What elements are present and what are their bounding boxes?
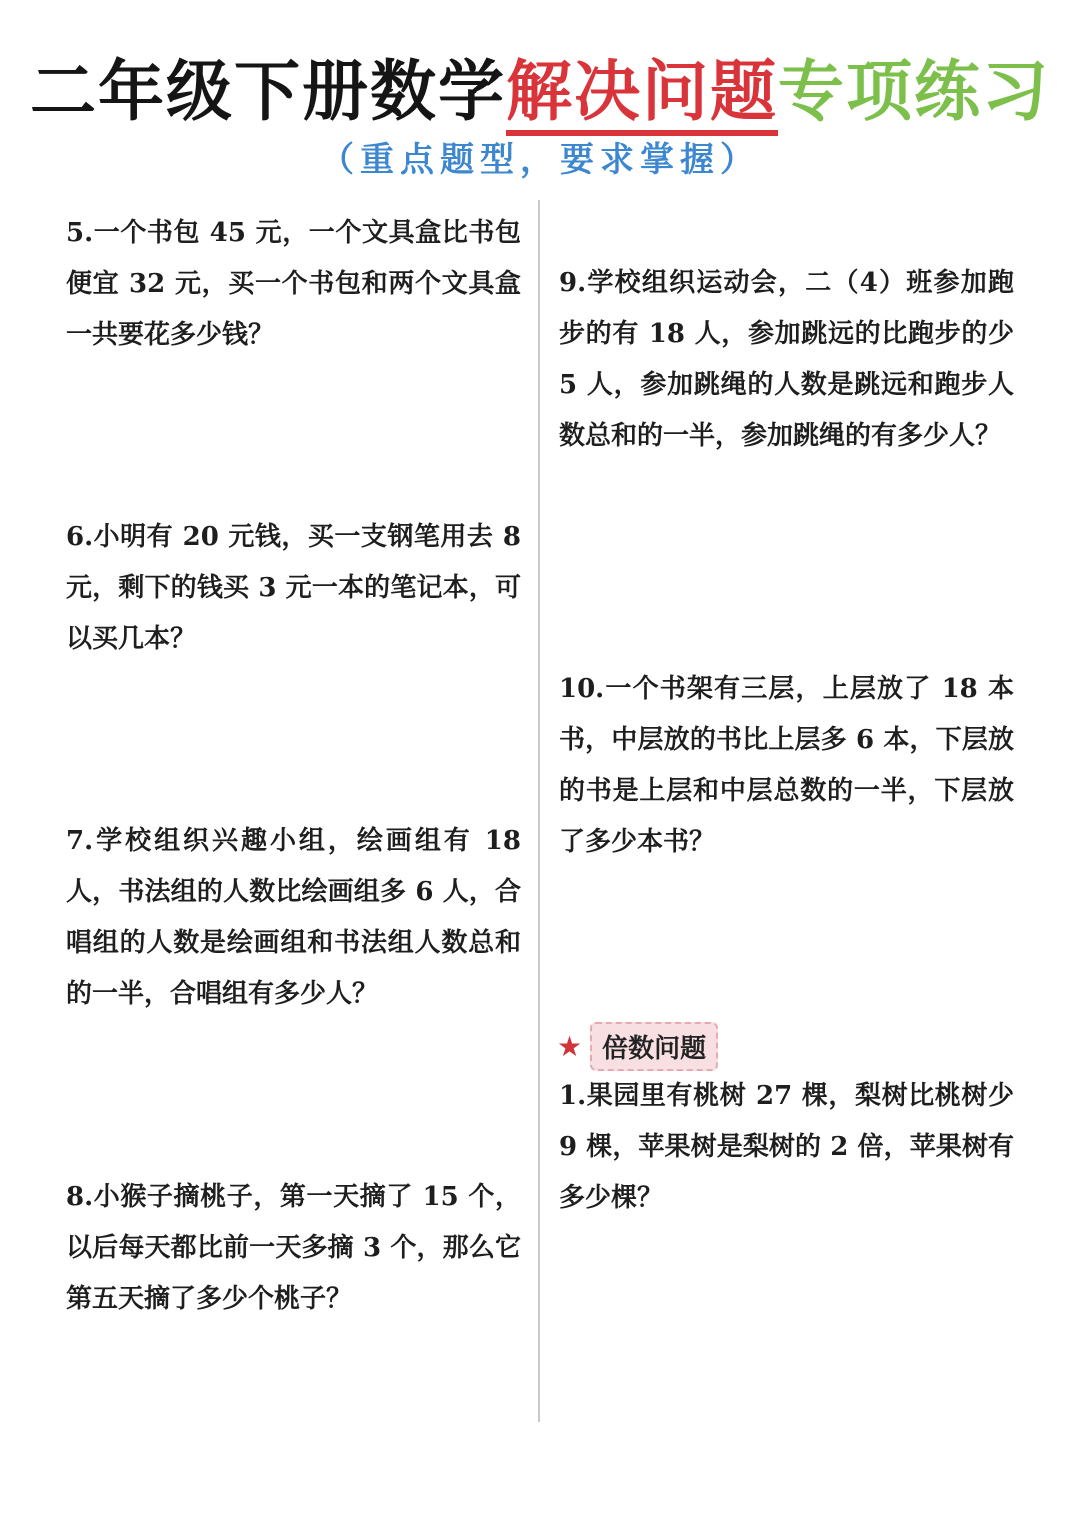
question-7: 7.学校组织兴趣小组，绘画组有 18 人，书法组的人数比绘画组多 6 人，合唱组的人数是绘画组和书法组人数总和的一半，合唱组有多少人？: [66, 826, 521, 1009]
question-8: 8.小猴子摘桃子，第一天摘了 15 个，以后每天都比前一天多摘 3 个，那么它第五天摘了多少个桃子？: [66, 1182, 521, 1314]
question-9: 9.学校组织运动会，二（4）班参加跑步的有 18 人，参加跳远的比跑步的少 5 人，参加跳绳的人数是跳远和跑步人数总和的一半，参加跳绳的有多少人？: [559, 268, 1014, 451]
title-part-topic: 解决问题: [506, 53, 778, 136]
star-icon: ★: [557, 1029, 583, 1063]
title-part-grade: 二年级下册数学: [30, 53, 506, 130]
title-part-practice: 专项练习: [778, 53, 1050, 130]
page-title: [0, 52, 1080, 132]
section-tag: 倍数问题: [590, 1022, 718, 1071]
question-multiples-1: 1.果园里有桃树 27 棵，梨树比桃树少 9 棵，苹果树是梨树的 2 倍，苹果树有多少棵？: [559, 1081, 1014, 1213]
question-10: 10.一个书架有三层，上层放了 18 本书，中层放的书比上层多 6 本，下层放的书是上层和中层总数的一半，下层放了多少本书？: [559, 674, 1014, 857]
question-6: 6.小明有 20 元钱，买一支钢笔用去 8 元，剩下的钱买 3 元一本的笔记本，可以买几本？: [66, 522, 521, 654]
page-subtitle: （重点题型，要求掌握）: [320, 140, 760, 180]
question-5: 5.一个书包 45 元，一个文具盒比书包便宜 32 元，买一个书包和两个文具盒一共要花多少钱？: [66, 218, 521, 350]
column-divider: [538, 200, 540, 1422]
section-header-multiples: [557, 1022, 718, 1070]
